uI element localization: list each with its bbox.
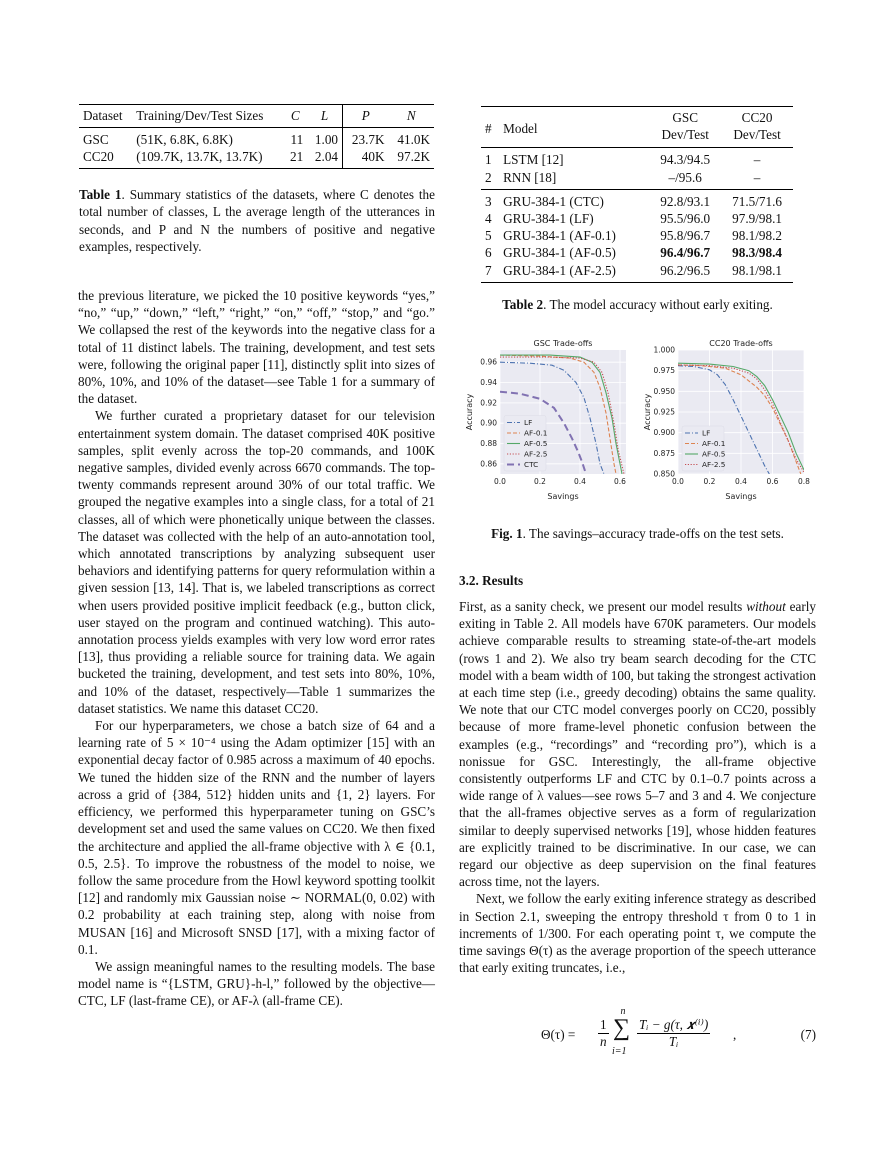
table-cell: CC20 [79,148,132,169]
table-row [481,244,793,261]
table-cell: –/95.6 [649,169,721,190]
y-tick-label: 0.92 [480,398,497,408]
x-tick-label: 0.6 [766,477,779,486]
table-row [481,262,793,283]
y-tick-label: 0.90 [480,418,497,428]
frac-numerator: 1 [600,1017,607,1032]
equation-number: (7) [800,1027,816,1042]
table-1-header-cell: Dataset [79,105,132,128]
y-tick-label: 0.94 [480,378,497,388]
table-cell: RNN [18] [499,169,649,190]
table-cell: 96.2/96.5 [649,262,721,283]
table-cell: GRU-384-1 (LF) [503,211,594,227]
caption-label: Table 2 [502,297,544,312]
table-2-header-cell: # [481,107,499,148]
table-cell: 92.8/93.1 [660,193,711,209]
chart-title: CC20 Trade-offs [709,339,773,348]
table-cell: 3 [485,193,492,209]
frac-numerator: Tᵢ − g(τ, 𝒙⁽ⁱ⁾) [639,1017,709,1032]
y-tick-label: 0.925 [653,407,675,417]
table-cell: 97.2K [389,148,435,169]
caption-label: Table 1 [79,187,122,202]
paragraph: Next, we follow the early exiting inference strategy as described in Section 2.1, sweeping the entropy threshold τ from 0 to 1 in increments of 1/300. For each operating point τ, we compute the time savings Θ(τ) as the average proportion of the speech utterance that early exiting truncates, i.e., [459,891,816,976]
table-cell: 5 [485,228,492,244]
table-cell: 2 [481,169,499,190]
table-cell: LSTM [12] [503,152,564,168]
table-cell: 1.00 [307,128,342,149]
x-tick-label: 0.4 [735,477,747,486]
table-cell: 21 [283,148,307,169]
y-tick-label: 0.88 [480,439,497,449]
table-cell: GRU-384-1 (AF-0.1) [503,228,616,244]
table-2 [481,106,793,283]
table-cell: 11 [290,132,304,147]
paragraph: We assign meaningful names to the resulting models. The base model name is “{LSTM, GRU}-h-l,” followed by the objective—CTC, LF (last-frame CE), or AF-λ (all-frame CE). [78,958,435,1009]
table-cell: GRU-384-1 (AF-0.5) [503,245,616,261]
table-cell: 23.7K [351,132,385,147]
caption-text: . The model accuracy without early exiting. [543,297,773,312]
equation-7 [459,1006,816,1064]
sum-upper: n [620,1006,626,1017]
table-cell: 98.1/98.2 [732,228,782,244]
table-row [481,148,793,169]
table-1-header-cell: C [283,105,307,128]
cc20-chart [640,336,810,504]
frac-denominator: Tᵢ [668,1034,679,1049]
table-cell: 7 [481,262,499,283]
y-tick-label: 0.875 [653,448,675,458]
sum-lower: i=1 [612,1046,627,1057]
equation-lhs: Θ(τ) = [541,1027,576,1042]
x-tick-label: 0.2 [534,477,546,486]
gsc-chart [462,336,632,504]
table-2-header [481,107,793,127]
y-tick-label: 0.850 [653,469,675,479]
table-2-header-cell: Model [499,107,649,148]
table-1-header-cell: L [307,105,342,128]
table-1-header-cell: P [343,105,389,128]
table-cell: 71.5/71.6 [732,193,782,209]
equation-body [541,1006,741,1064]
equation-comma: , [733,1027,737,1042]
x-axis-label: Savings [725,492,757,501]
table-row [481,169,793,190]
paragraph: the previous literature, we picked the 10 positive keywords “yes,” “no,” “up,” “down,” “left,” “right,” “on,” “off,” “stop,” and “go.” We collapsed the rest of the keywords into the negative class for a total of 11 distinct labels. The training, development, and test sets were, following the original paper [11], distinctly split into sizes of 80%, 10%, and 10% of the dataset—see Table 1 for a summary of the dataset. [78,288,435,407]
legend-label: AF-0.5 [702,449,726,459]
figure-1-caption [459,526,816,542]
table-row [79,148,434,169]
legend-label: AF-0.5 [524,439,548,449]
y-tick-label: 0.975 [653,366,675,376]
y-tick-label: 0.900 [653,428,675,438]
chart-title: GSC Trade-offs [533,339,593,348]
table-cell-best: 98.3/98.4 [732,245,782,261]
table-cell: 41.0K [397,132,430,147]
table-cell: (109.7K, 13.7K, 13.7K) [132,148,283,169]
emphasis-text: without [746,599,786,614]
table-1 [79,104,434,169]
legend-label: AF-2.5 [524,449,548,459]
x-tick-label: 0.0 [672,477,684,486]
table-cell: 94.3/94.5 [660,152,711,168]
y-tick-label: 1.000 [653,345,675,355]
table-1-header-cell: N [389,105,435,128]
legend-label: LF [524,418,533,428]
table-cell: – [753,152,761,168]
paragraph-text: First, as a sanity check, we present our model results [459,599,747,614]
caption-text: . The savings–accuracy trade-offs on the test sets. [522,526,784,541]
legend-label: AF-0.1 [702,439,726,449]
equation-one-over-n [598,1017,609,1050]
right-column [459,598,816,976]
table-cell: 95.8/96.7 [660,228,711,244]
caption-text: . Summary statistics of the datasets, where C denotes the total number of classes, L the average length of the utterances in seconds, and P and N the numbers of positive and negative examples, respectively. [79,187,436,255]
table-row [481,189,793,210]
table-cell: (51K, 6.8K, 6.8K) [136,132,233,147]
legend-label: CTC [524,460,539,470]
table-cell: 97.9/98.1 [732,211,782,227]
x-tick-label: 0.0 [494,477,506,486]
table-2-caption [459,297,816,313]
table-1-caption [79,186,435,256]
table-cell: GRU-384-1 (AF-2.5) [499,262,649,283]
table-cell: 98.1/98.1 [721,262,793,283]
x-tick-label: 0.2 [703,477,716,486]
table-cell: 6 [485,245,492,261]
table-row [481,227,793,244]
table-cell: GSC [83,132,109,147]
table-cell: 40K [343,148,389,169]
table-cell: GRU-384-1 (CTC) [503,193,604,209]
x-tick-label: 0.4 [574,477,586,486]
y-tick-label: 0.86 [480,459,497,469]
table-2-header-cell: CC20 [721,107,793,127]
legend-label: AF-2.5 [702,460,726,470]
y-tick-label: 0.96 [480,357,497,367]
paragraph [459,598,816,890]
y-axis-label: Accuracy [465,393,474,431]
y-axis-label: Accuracy [643,393,652,431]
legend-label: AF-0.1 [524,428,548,438]
x-tick-label: 0.8 [798,477,810,486]
table-2-header-cell: Dev/Test [721,126,793,148]
frac-denominator: n [600,1034,607,1049]
table-cell-best: 96.4/96.7 [660,245,711,261]
x-tick-label: 0.6 [614,477,626,486]
table-cell: 4 [485,211,492,227]
paragraph: For our hyperparameters, we chose a batch size of 64 and a learning rate of 5 × 10⁻⁴ using the Adam optimizer [15] with an exponential decay factor of 0.985 across a maximum of 40 epochs. We tuned the hidden size of the RNN and the number of layers across a grid of {384, 512} hidden units and {1, 2} layers. For efficiency, we performed this hyperparameter tuning on GSC’s development set and used the same values on CC20. We then fixed the architecture and applied the all-frame objective with λ ∈ {0.1, 0.5, 2.5}. To improve the robustness of the model to noise, we follow the same procedure from the Howl keyword spotting toolkit [12] and randomly mix Gaussian noise ∼ NORMAL(0, 0.02) with 0.2 probability at each training step, along with noise from MUSAN [16] and Microsoft SNSD [17], with a mixing factor of 0.1. [78,718,435,957]
table-cell: – [721,169,793,190]
table-2-header-cell: Dev/Test [649,126,721,148]
left-column [78,287,435,1010]
table-1-header [79,105,434,128]
table-cell: 1 [485,152,492,168]
x-axis-label: Savings [547,492,579,501]
sum-icon: ∑ [613,1015,631,1041]
paragraph: We further curated a proprietary dataset for our television entertainment system domain. The dataset comprised 40K positive samples, split evenly across the top-20 commands, and 100K negative samples, divided evenly across 6670 commands. The top-twenty commands represent around 30% of our total traffic. We grouped the negative examples into a single class, for a total of 21 classes, all of which were phonetically unique between the classes. The dataset was collected with the help of an auto-annotation tool, which annotated transcriptions by analyzing subsequent user behaviors and identifying patterns for query reformulation within a given session [13, 14]. That is, we labeled transcriptions as correct when users provided positive implicit feedback (e.g., button click, user stayed on the program and continued watching). This auto-annotation process yields examples with very low word error rates [13], thus providing a reliable source for training data. We again bucketed the training, development, and test sets into 80%, 10%, and 10% of the dataset, respectively—Table 1 summarizes the dataset statistics. We name this dataset CC20. [78,408,435,716]
y-tick-label: 0.950 [653,386,675,396]
table-1-header-cell: Training/Dev/Test Sizes [132,105,283,128]
table-row [481,210,793,227]
table-cell: 2.04 [307,148,342,169]
paragraph-text: early exiting in Table 2. All models have 670K parameters. Our models achieve comparable results to streaming state-of-the-art models (rows 1 and 2). We also try beam search decoding for the CTC model with a beam width of 100, but taking the strongest activation at each time step (i.e., greedy decoding) obtains the same quality. We note that our CTC model converges poorly on CC20, possibly because of more frame-level phonetic confusion between the examples (e.g., “recordings” and “recording pro”), which is a nonissue for GSC. Interestingly, the all-frame objective consistently outperforms LF and CTC by 0.1–0.7 points across a wide range of λ values—see rows 5–7 and 3 and 4. We conjecture that the all-frames objective serves as a form of regularization similar to deeply supervised networks [19], whose hidden features are explicitly trained to be discriminative. In our case, we can regard our objective as deep supervision on the final features across time, not the layers. [459,599,817,890]
table-row [79,128,434,149]
table-2-header-cell: GSC [649,107,721,127]
table-cell: 95.5/96.0 [660,211,711,227]
section-heading: 3.2. Results [459,573,524,588]
equation-main-fraction [637,1017,710,1050]
legend-label: LF [702,428,711,438]
caption-label: Fig. 1 [491,526,523,541]
